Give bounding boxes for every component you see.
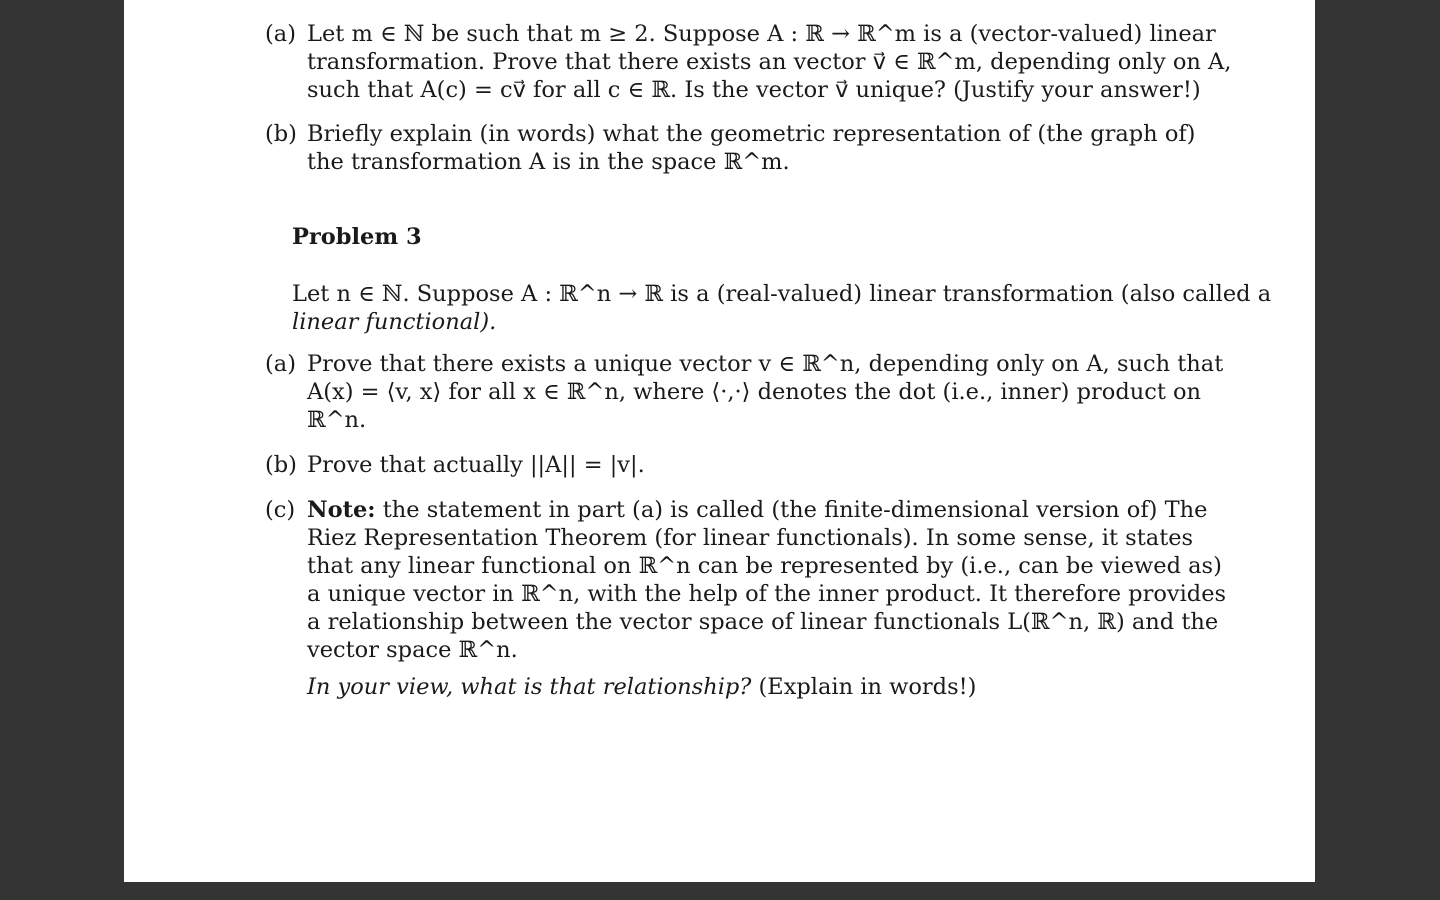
problem-3-part-a-line-1: Prove that there exists a unique vector v ∈ ℝ^n, depending only on A, such that — [307, 351, 1224, 377]
prev-part-a-line-3: such that A(c) = cv⃗ for all c ∈ ℝ. Is the vector v⃗ unique? (Justify your answer!) — [307, 77, 1201, 103]
prev-part-a-label: (a) — [265, 21, 296, 47]
prev-part-b-line-2: the transformation A is in the space ℝ^m. — [307, 149, 790, 175]
problem-3-title: Problem 3 — [292, 224, 422, 250]
prev-part-a-line-1: Let m ∈ ℕ be such that m ≥ 2. Suppose A : ℝ → ℝ^m is a (vector-valued) linear — [307, 21, 1216, 47]
prev-part-a-line-2: transformation. Prove that there exists an vector v⃗ ∈ ℝ^m, depending only on A, — [307, 49, 1232, 75]
problem-3-part-a — [265, 350, 1224, 434]
prev-part-b-line-1: Briefly explain (in words) what the geometric representation of (the graph of) — [307, 121, 1196, 147]
problem-3-part-b-text: Prove that actually ||A|| = |v|. — [307, 452, 645, 478]
problem-3-intro-line-2: linear functional). — [292, 309, 497, 335]
question-suffix: (Explain in words!) — [758, 674, 977, 700]
note-label: Note: — [307, 497, 376, 523]
problem-3-intro — [292, 280, 1272, 336]
problem-3-part-b — [265, 451, 1147, 479]
problem-3-part-c — [265, 496, 1227, 664]
problem-3-part-c-line-2: Riez Representation Theorem (for linear functionals). In some sense, it states — [307, 525, 1194, 551]
problem-3-part-b-label: (b) — [265, 452, 297, 478]
problem-3-part-c-label: (c) — [265, 497, 296, 523]
problem-3-part-a-line-3: ℝ^n. — [307, 407, 367, 433]
prev-part-b — [265, 120, 1196, 176]
prev-part-a — [265, 20, 1232, 104]
question-text: In your view, what is that relationship? — [307, 674, 752, 700]
document-page — [124, 0, 1315, 882]
problem-3-part-a-line-2: A(x) = ⟨v, x⟩ for all x ∈ ℝ^n, where ⟨·,·⟩ denotes the dot (i.e., inner) product on — [307, 379, 1202, 405]
problem-3-part-c-line-1-text: the statement in part (a) is called (the finite-dimensional version of) The — [382, 497, 1208, 523]
problem-3-part-c-question — [307, 673, 1147, 701]
problem-3-part-c-line-4: a unique vector in ℝ^n, with the help of the inner product. It therefore provides — [307, 581, 1227, 607]
problem-3-part-c-line-6: vector space ℝ^n. — [307, 637, 518, 663]
problem-3-part-c-line-3: that any linear functional on ℝ^n can be represented by (i.e., can be viewed as) — [307, 553, 1222, 579]
prev-part-b-label: (b) — [265, 121, 297, 147]
problem-3-part-a-label: (a) — [265, 351, 296, 377]
problem-3-intro-line-1: Let n ∈ ℕ. Suppose A : ℝ^n → ℝ is a (real-valued) linear transformation (also called a — [292, 281, 1272, 307]
problem-3-part-c-line-5: a relationship between the vector space of linear functionals L(ℝ^n, ℝ) and the — [307, 609, 1219, 635]
problem-3-part-c-line-1 — [307, 496, 1208, 524]
